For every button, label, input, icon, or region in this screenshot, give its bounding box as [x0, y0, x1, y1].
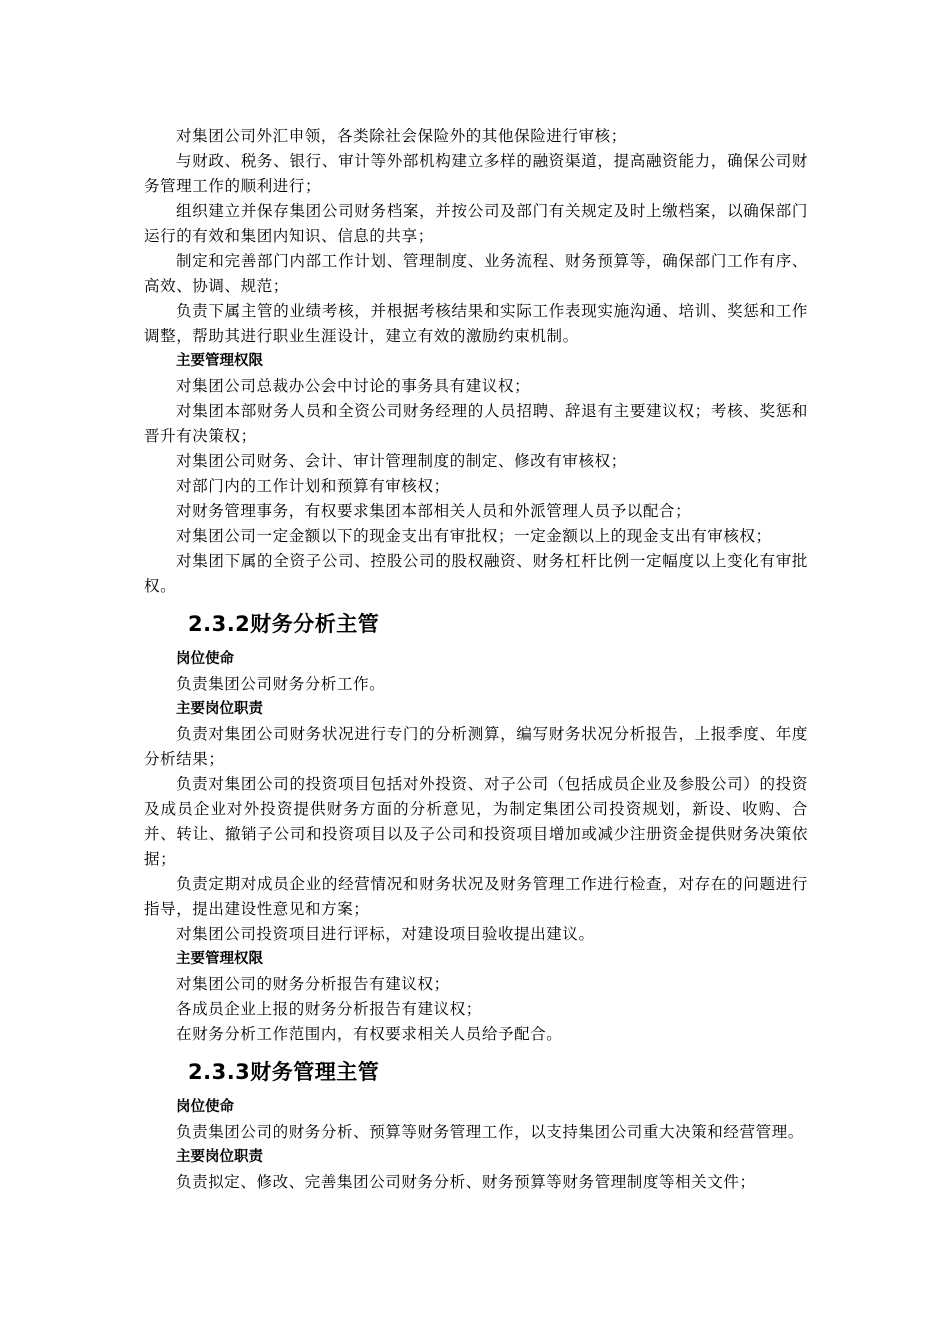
- paragraph: 负责对集团公司的投资项目包括对外投资、对子公司（包括成员企业及参股公司）的投资及成员企业对外投资提供财务方面的分析意见，为制定集团公司投资规划，新设、收购、合并、转让、撤销子公司和投资项目以及子公司和投资项目增加或减少注册资金提供财务决策依据；: [144, 775, 808, 868]
- subheading: 主要岗位职责: [176, 1149, 263, 1165]
- paragraph: 负责下属主管的业绩考核，并根据考核结果和实际工作表现实施沟通、培训、奖惩和工作调整，帮助其进行职业生涯设计，建立有效的激励约束机制。: [144, 302, 808, 345]
- paragraph: 负责集团公司财务分析工作。: [176, 675, 386, 693]
- paragraph: 对集团公司投资项目进行评标，对建设项目验收提出建议。: [176, 925, 595, 943]
- paragraph: 对集团公司外汇申领，各类除社会保险外的其他保险进行审核；: [176, 127, 627, 145]
- section-heading: 2.3.2财务分析主管: [188, 612, 380, 636]
- paragraph: 对集团本部财务人员和全资公司财务经理的人员招聘、辞退有主要建议权；考核、奖惩和晋升有决策权；: [144, 402, 808, 445]
- paragraph: 负责定期对成员企业的经营情况和财务状况及财务管理工作进行检查，对存在的问题进行指导，提出建设性意见和方案；: [144, 875, 808, 918]
- paragraph: 与财政、税务、银行、审计等外部机构建立多样的融资渠道，提高融资能力，确保公司财务管理工作的顺利进行；: [144, 152, 808, 195]
- subheading: 主要岗位职责: [176, 701, 263, 717]
- paragraph: 负责对集团公司财务状况进行专门的分析测算，编写财务状况分析报告，上报季度、年度分析结果；: [144, 725, 808, 768]
- paragraph: 制定和完善部门内部工作计划、管理制度、业务流程、财务预算等，确保部门工作有序、高效、协调、规范；: [144, 252, 808, 295]
- paragraph: 各成员企业上报的财务分析报告有建议权；: [176, 1000, 482, 1018]
- paragraph: 组织建立并保存集团公司财务档案，并按公司及部门有关规定及时上缴档案，以确保部门运行的有效和集团内知识、信息的共享；: [144, 202, 808, 245]
- paragraph: 对财务管理事务，有权要求集团本部相关人员和外派管理人员予以配合；: [176, 502, 692, 520]
- paragraph: 在财务分析工作范围内，有权要求相关人员给予配合。: [176, 1025, 563, 1043]
- document-body: [144, 124, 808, 1195]
- paragraph: 对集团下属的全资子公司、控股公司的股权融资、财务杠杆比例一定幅度以上变化有审批权。: [144, 552, 808, 595]
- paragraph: 负责集团公司的财务分析、预算等财务管理工作，以支持集团公司重大决策和经营管理。: [176, 1123, 804, 1141]
- paragraph: 负责拟定、修改、完善集团公司财务分析、财务预算等财务管理制度等相关文件；: [176, 1173, 756, 1191]
- subheading: 主要管理权限: [176, 353, 263, 369]
- subheading: 主要管理权限: [176, 951, 263, 967]
- section-heading: 2.3.3财务管理主管: [188, 1060, 380, 1084]
- paragraph: 对集团公司总裁办公会中讨论的事务具有建议权；: [176, 377, 531, 395]
- paragraph: 对集团公司一定金额以下的现金支出有审批权；一定金额以上的现金支出有审核权；: [176, 527, 772, 545]
- paragraph: 对部门内的工作计划和预算有审核权；: [176, 477, 450, 495]
- subheading: 岗位使命: [176, 1099, 234, 1115]
- paragraph: 对集团公司财务、会计、审计管理制度的制定、修改有审核权；: [176, 452, 627, 470]
- subheading: 岗位使命: [176, 651, 234, 667]
- paragraph: 对集团公司的财务分析报告有建议权；: [176, 975, 450, 993]
